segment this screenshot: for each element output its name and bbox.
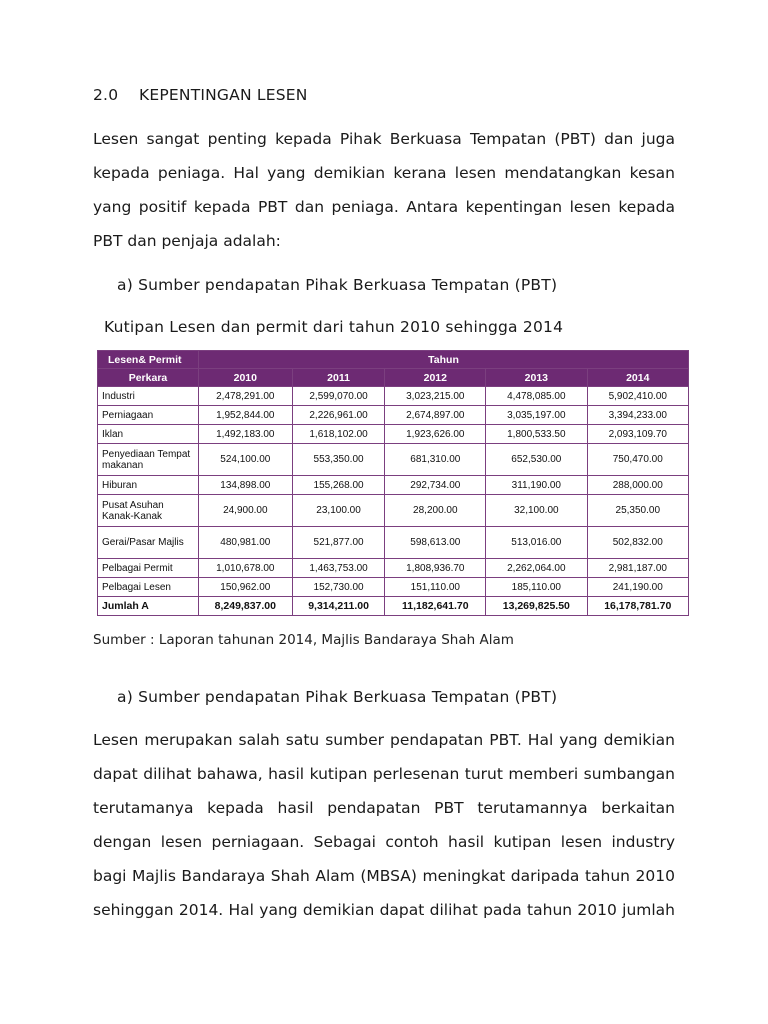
row-label: Industri bbox=[98, 387, 199, 406]
total-label: Jumlah A bbox=[98, 597, 199, 616]
header-year-group: Tahun bbox=[199, 351, 689, 369]
row-value: 1,492,183.00 bbox=[199, 425, 293, 444]
table-row bbox=[98, 444, 689, 476]
row-value: 155,268.00 bbox=[292, 476, 385, 495]
license-collection-table bbox=[97, 350, 689, 616]
row-value: 1,952,844.00 bbox=[199, 406, 293, 425]
header-license-permit: Lesen& Permit bbox=[98, 351, 199, 369]
row-value: 652,530.00 bbox=[486, 444, 587, 476]
header-year: 2012 bbox=[385, 369, 486, 387]
row-value: 185,110.00 bbox=[486, 578, 587, 597]
body-line: bagi Majlis Bandaraya Shah Alam (MBSA) meningkat daripada tahun 2010 bbox=[93, 867, 675, 885]
header-year: 2014 bbox=[587, 369, 688, 387]
subheading-income: a) Sumber pendapatan Pihak Berkuasa Tempatan (PBT) bbox=[117, 276, 558, 294]
row-value: 241,190.00 bbox=[587, 578, 688, 597]
row-value: 480,981.00 bbox=[199, 527, 293, 559]
intro-line: Lesen sangat penting kepada Pihak Berkuasa Tempatan (PBT) dan juga bbox=[93, 130, 675, 148]
total-value: 8,249,837.00 bbox=[199, 597, 293, 616]
row-value: 2,981,187.00 bbox=[587, 559, 688, 578]
intro-line: kepada peniaga. Hal yang demikian kerana lesen mendatangkan kesan bbox=[93, 164, 675, 182]
table-source: Sumber : Laporan tahunan 2014, Majlis Bandaraya Shah Alam bbox=[93, 632, 514, 648]
row-label: Hiburan bbox=[98, 476, 199, 495]
row-value: 2,599,070.00 bbox=[292, 387, 385, 406]
section-heading bbox=[93, 86, 308, 104]
row-value: 553,350.00 bbox=[292, 444, 385, 476]
row-value: 1,463,753.00 bbox=[292, 559, 385, 578]
row-value: 151,110.00 bbox=[385, 578, 486, 597]
total-value: 11,182,641.70 bbox=[385, 597, 486, 616]
row-value: 3,035,197.00 bbox=[486, 406, 587, 425]
table-header-row-bottom bbox=[98, 369, 689, 387]
row-value: 2,093,109.70 bbox=[587, 425, 688, 444]
table-caption: Kutipan Lesen dan permit dari tahun 2010 sehingga 2014 bbox=[104, 318, 564, 336]
table-row bbox=[98, 527, 689, 559]
row-value: 513,016.00 bbox=[486, 527, 587, 559]
table-header-row-top bbox=[98, 351, 689, 369]
table-body bbox=[98, 387, 689, 616]
row-value: 4,478,085.00 bbox=[486, 387, 587, 406]
table-row bbox=[98, 406, 689, 425]
row-value: 2,478,291.00 bbox=[199, 387, 293, 406]
body-line: dapat dilihat bahawa, hasil kutipan perlesenan turut memberi sumbangan bbox=[93, 765, 675, 783]
intro-paragraph bbox=[93, 122, 675, 258]
body-line: Lesen merupakan salah satu sumber pendapatan PBT. Hal yang demikian bbox=[93, 731, 675, 749]
row-label: Penyediaan Tempat makanan bbox=[98, 444, 199, 476]
row-value: 750,470.00 bbox=[587, 444, 688, 476]
row-value: 25,350.00 bbox=[587, 495, 688, 527]
total-value: 16,178,781.70 bbox=[587, 597, 688, 616]
row-value: 311,190.00 bbox=[486, 476, 587, 495]
subheading-income-repeat: a) Sumber pendapatan Pihak Berkuasa Tempatan (PBT) bbox=[117, 688, 558, 706]
row-value: 1,923,626.00 bbox=[385, 425, 486, 444]
row-label: Perniagaan bbox=[98, 406, 199, 425]
row-value: 152,730.00 bbox=[292, 578, 385, 597]
body-line: sehinggan 2014. Hal yang demikian dapat dilihat pada tahun 2010 jumlah bbox=[93, 901, 675, 919]
row-value: 1,800,533.50 bbox=[486, 425, 587, 444]
row-value: 3,394,233.00 bbox=[587, 406, 688, 425]
row-label: Pelbagai Lesen bbox=[98, 578, 199, 597]
row-value: 1,618,102.00 bbox=[292, 425, 385, 444]
row-value: 598,613.00 bbox=[385, 527, 486, 559]
row-value: 150,962.00 bbox=[199, 578, 293, 597]
intro-line: PBT dan penjaja adalah: bbox=[93, 232, 281, 250]
row-value: 2,674,897.00 bbox=[385, 406, 486, 425]
header-year: 2011 bbox=[292, 369, 385, 387]
total-value: 9,314,211.00 bbox=[292, 597, 385, 616]
body-paragraph bbox=[93, 723, 675, 927]
row-label: Iklan bbox=[98, 425, 199, 444]
row-value: 28,200.00 bbox=[385, 495, 486, 527]
table-row bbox=[98, 495, 689, 527]
table-row bbox=[98, 425, 689, 444]
row-value: 5,902,410.00 bbox=[587, 387, 688, 406]
header-item: Perkara bbox=[98, 369, 199, 387]
row-value: 681,310.00 bbox=[385, 444, 486, 476]
row-value: 2,226,961.00 bbox=[292, 406, 385, 425]
row-value: 32,100.00 bbox=[486, 495, 587, 527]
table-row bbox=[98, 387, 689, 406]
row-value: 134,898.00 bbox=[199, 476, 293, 495]
row-value: 521,877.00 bbox=[292, 527, 385, 559]
row-value: 502,832.00 bbox=[587, 527, 688, 559]
table-row bbox=[98, 578, 689, 597]
row-value: 292,734.00 bbox=[385, 476, 486, 495]
table-row bbox=[98, 476, 689, 495]
row-label: Pusat Asuhan Kanak-Kanak bbox=[98, 495, 199, 527]
header-year: 2013 bbox=[486, 369, 587, 387]
body-line: dengan lesen perniagaan. Sebagai contoh hasil kutipan lesen industry bbox=[93, 833, 675, 851]
section-number: 2.0 bbox=[93, 86, 119, 104]
body-line: terutamanya kepada hasil pendapatan PBT terutamannya berkaitan bbox=[93, 799, 675, 817]
header-year: 2010 bbox=[199, 369, 293, 387]
row-value: 524,100.00 bbox=[199, 444, 293, 476]
row-value: 288,000.00 bbox=[587, 476, 688, 495]
row-value: 2,262,064.00 bbox=[486, 559, 587, 578]
total-value: 13,269,825.50 bbox=[486, 597, 587, 616]
row-label: Gerai/Pasar Majlis bbox=[98, 527, 199, 559]
intro-line: yang positif kepada PBT dan peniaga. Antara kepentingan lesen kepada bbox=[93, 198, 675, 216]
section-title: KEPENTINGAN LESEN bbox=[139, 86, 308, 104]
row-value: 24,900.00 bbox=[199, 495, 293, 527]
row-value: 3,023,215.00 bbox=[385, 387, 486, 406]
row-label: Pelbagai Permit bbox=[98, 559, 199, 578]
row-value: 1,010,678.00 bbox=[199, 559, 293, 578]
table-row bbox=[98, 559, 689, 578]
table-total-row bbox=[98, 597, 689, 616]
row-value: 23,100.00 bbox=[292, 495, 385, 527]
row-value: 1,808,936.70 bbox=[385, 559, 486, 578]
